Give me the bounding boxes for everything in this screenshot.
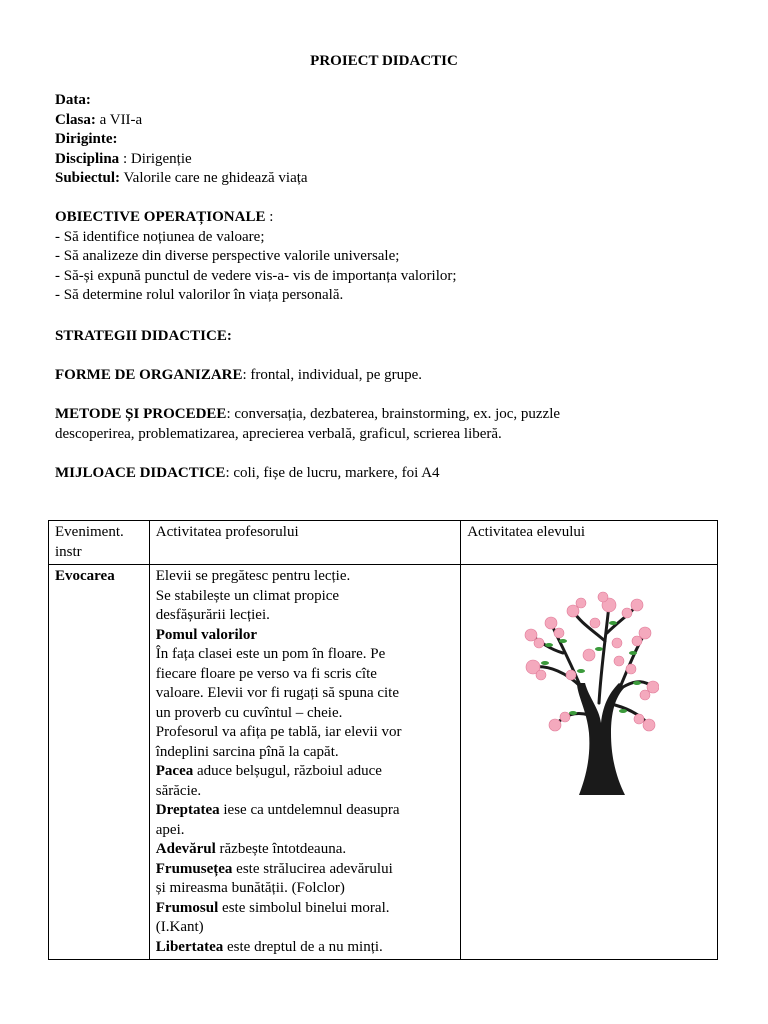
info-data: Data: <box>55 92 91 108</box>
means-line: MIJLOACE DIDACTICE: coli, fișe de lucru, markere, foi A4 <box>55 465 440 481</box>
teacher-line: Dreptatea iese ca untdelemnul deasupra <box>155 802 400 818</box>
header-student: Activitatea elevului <box>461 521 718 565</box>
teacher-activity <box>149 565 460 960</box>
teacher-line: Profesorul va afița pe tablă, iar elevii vor <box>155 724 402 740</box>
teacher-line: îndeplini sarcina pînă la capăt. <box>155 743 339 760</box>
teacher-line: apei. <box>155 821 185 838</box>
teacher-line: și mireasma bunătății. (Folclor) <box>155 880 345 896</box>
page-title: PROIECT DIDACTIC <box>310 53 458 69</box>
table-header-row <box>49 521 718 565</box>
forms-line: FORME DE ORGANIZARE: frontal, individual, pe grupe. <box>55 367 423 383</box>
objectives-heading: OBIECTIVE OPERAȚIONALE : <box>55 209 274 225</box>
header-teacher: Activitatea profesorului <box>149 521 460 565</box>
header-event: Eveniment. instr <box>49 521 150 565</box>
teacher-line: desfășurării lecției. <box>155 607 270 623</box>
objective-item: - Să identifice noțiunea de valoare; <box>55 228 265 245</box>
teacher-line: Pomul valorilor <box>155 626 258 643</box>
strategies-heading: STRATEGII DIDACTICE: <box>55 328 232 344</box>
info-subiectul: Subiectul: Valorile care ne ghidează viața <box>55 170 308 186</box>
student-activity <box>461 565 718 960</box>
teacher-line: Elevii se pregătesc pentru lecție. <box>155 568 351 584</box>
info-disciplina: Disciplina : Dirigenție <box>55 150 192 167</box>
lesson-table <box>48 520 718 960</box>
blossom-tree-icon <box>519 583 659 803</box>
teacher-line: (I.Kant) <box>155 919 204 935</box>
info-clasa: Clasa: a VII-a <box>55 111 143 128</box>
teacher-line: fiecare floare pe verso va fi scris cîte <box>155 665 377 682</box>
teacher-line: Pacea aduce belșugul, războiul aduce <box>155 763 382 779</box>
teacher-line: un proverb cu cuvîntul – cheie. <box>155 704 343 721</box>
objective-item: - Să analizeze din diverse perspective valorile universale; <box>55 248 400 264</box>
objective-item: - Să-și expună punctul de vedere vis-a- vis de importanța valorilor; <box>55 267 457 284</box>
teacher-line: Libertatea este dreptul de a nu minți. <box>155 938 383 955</box>
teacher-line: Frumosul este simbolul binelui moral. <box>155 899 390 916</box>
methods-block: METODE ȘI PROCEDEE: conversația, dezbaterea, brainstorming, ex. joc, puzzle descoperirea, problematizarea, aprecierea verbală, graficul, scrierea liberă. <box>55 406 561 442</box>
objective-item: - Să determine rolul valorilor în viața personală. <box>55 287 344 303</box>
info-block <box>55 91 735 189</box>
teacher-line: sărăcie. <box>155 782 202 799</box>
objectives-block <box>55 208 735 306</box>
info-diriginte: Diriginte: <box>55 131 118 147</box>
event-evocarea: Evocarea <box>49 565 150 960</box>
teacher-line: În fața clasei este un pom în floare. Pe <box>155 646 386 662</box>
teacher-line: Se stabilește un climat propice <box>155 587 340 604</box>
teacher-line: Adevărul răzbește întotdeauna. <box>155 841 347 857</box>
teacher-line: Frumusețea este strălucirea adevărului <box>155 860 393 877</box>
table-row <box>49 565 718 960</box>
teacher-line: valoare. Elevii vor fi rugați să spuna cite <box>155 685 400 701</box>
